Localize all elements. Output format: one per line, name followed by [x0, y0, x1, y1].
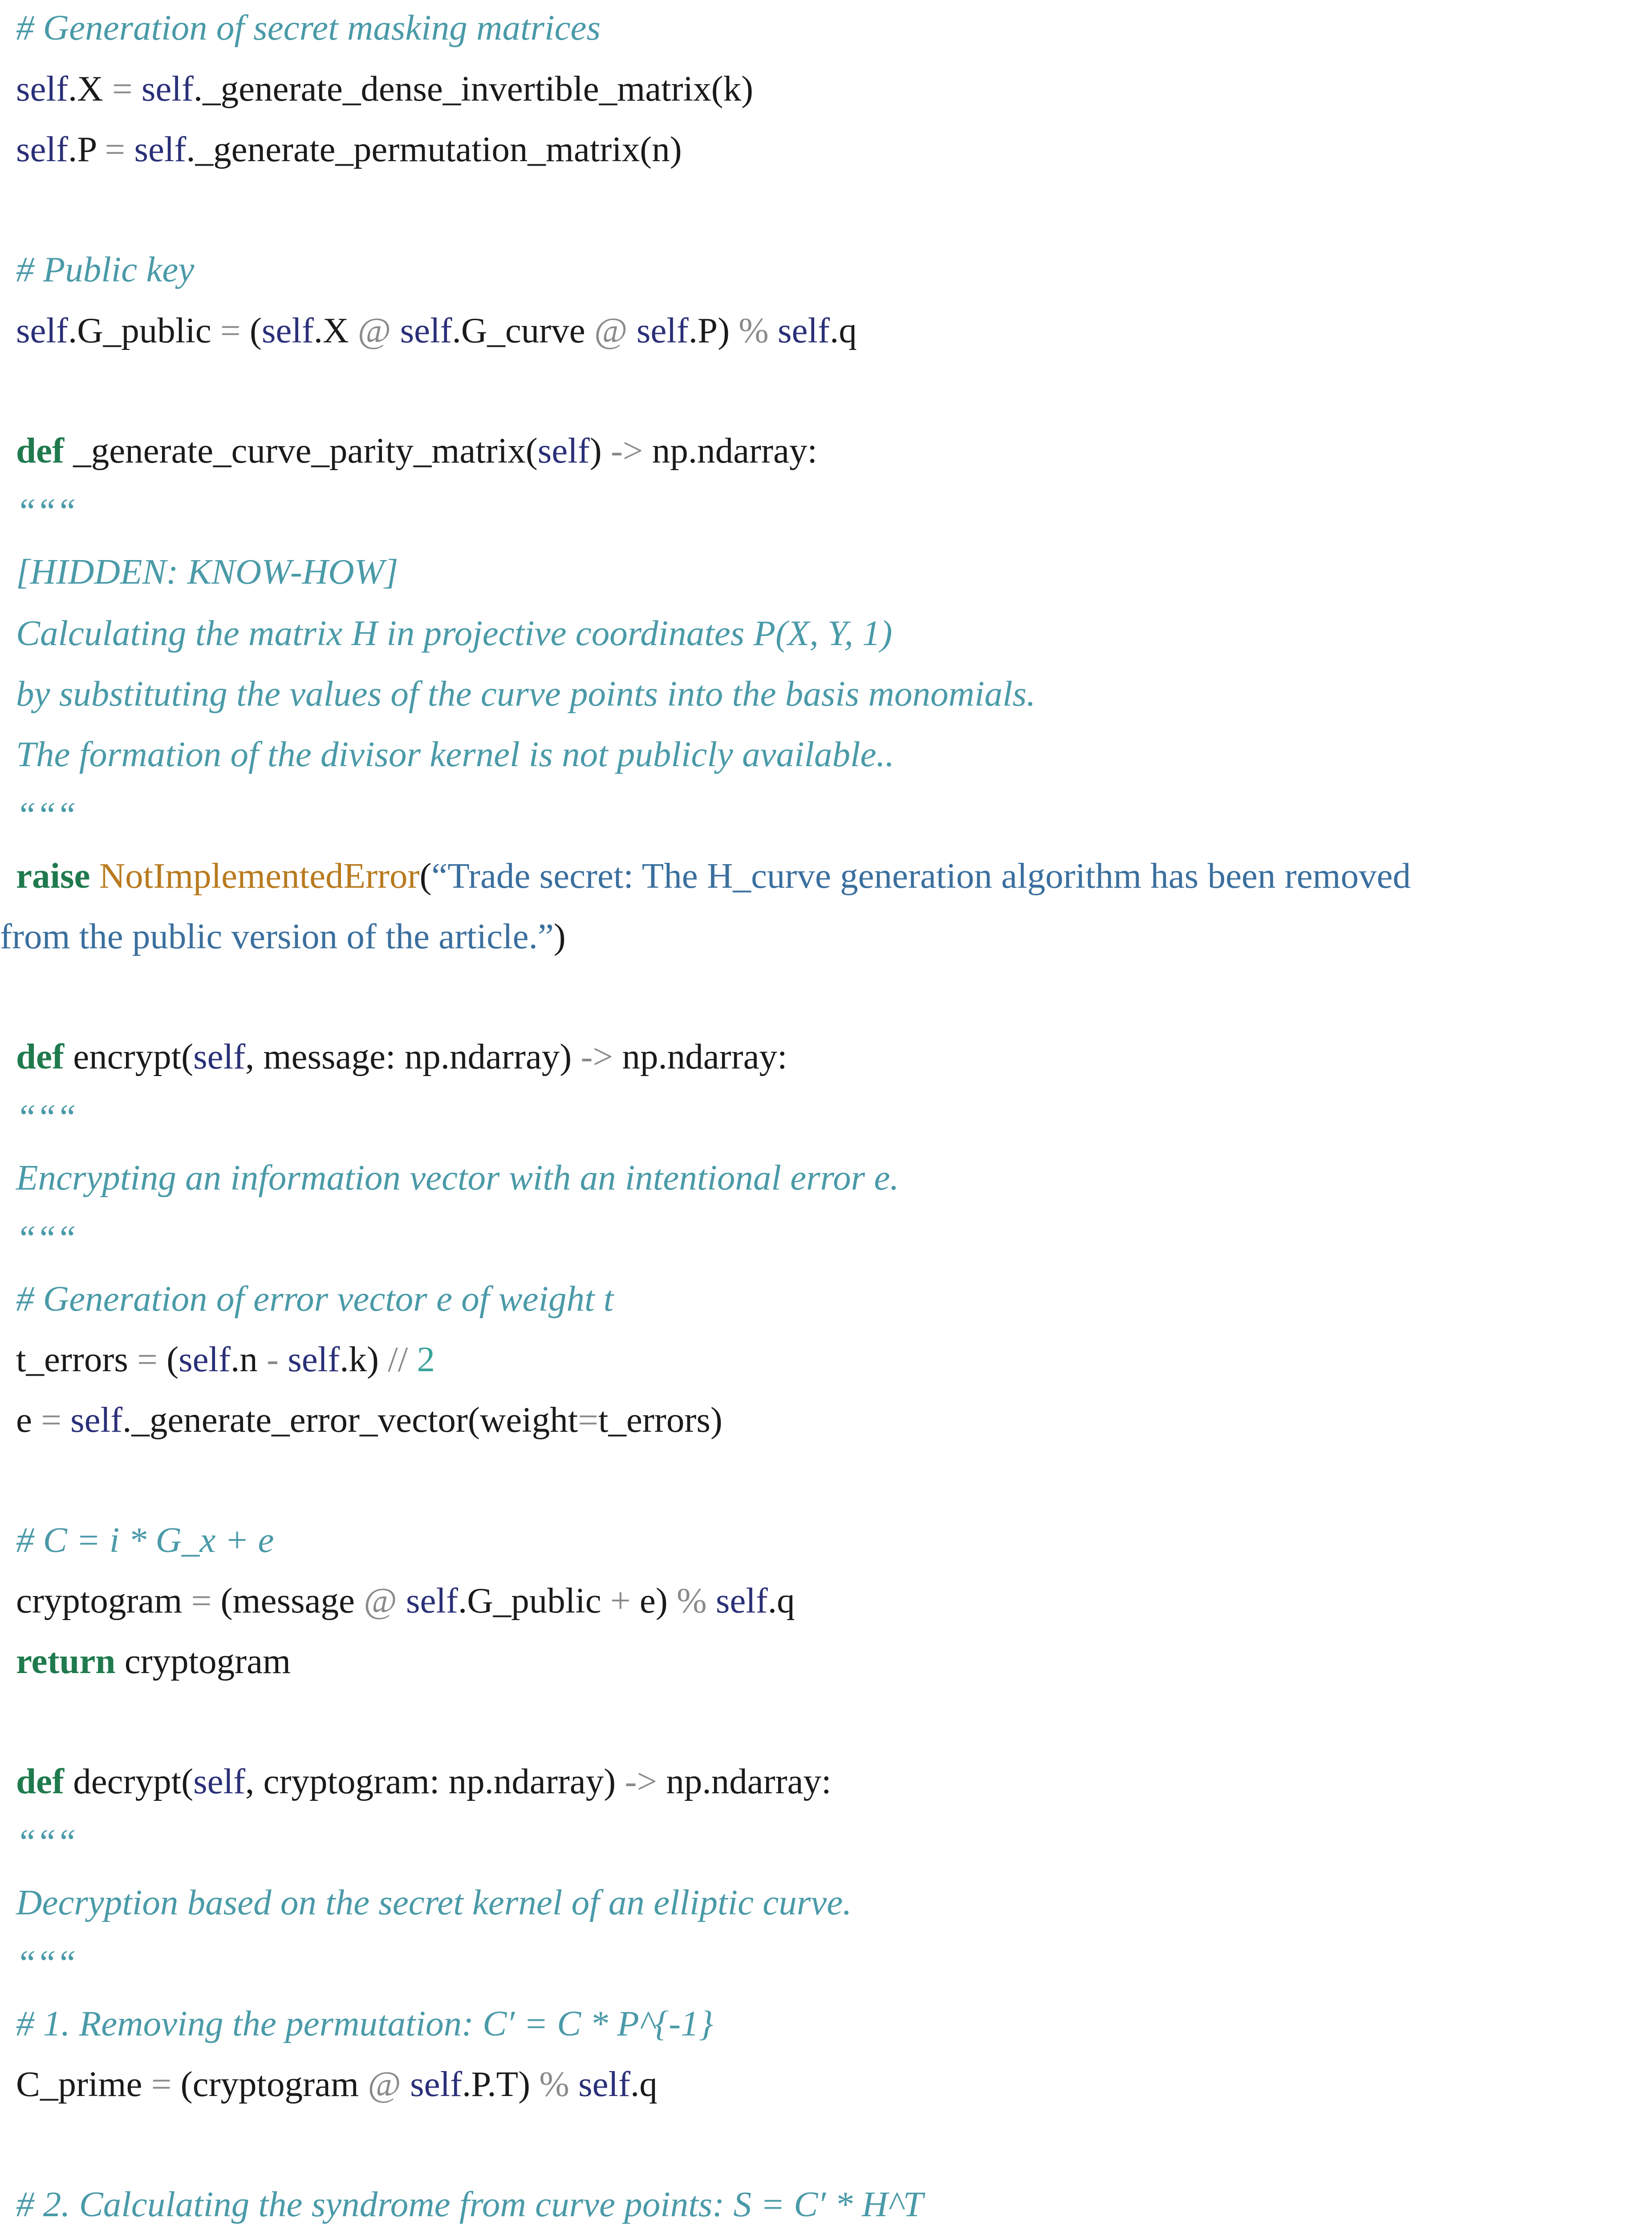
code-token: (: [419, 856, 432, 896]
code-token: # 2. Calculating the syndrome from curve points: S = C′ * H^T: [16, 2184, 923, 2224]
code-token: [61, 1400, 70, 1440]
code-token: %: [739, 310, 769, 350]
code-token: “““: [16, 1943, 77, 1983]
code-line: [16, 732, 894, 776]
code-token: =: [41, 1400, 61, 1440]
code-token: .P): [688, 310, 739, 350]
code-token: from the public version of the article.”: [0, 916, 554, 956]
code-token: [133, 69, 142, 109]
code-token: =: [137, 1339, 158, 1379]
code-token: .q: [829, 310, 857, 350]
code-token: =: [105, 129, 126, 169]
code-token: The formation of the divisor kernel is not publicly available..: [16, 734, 894, 774]
code-token: NotImplementedError: [99, 856, 420, 896]
code-token: [397, 1580, 406, 1621]
code-token: .G_public: [458, 1580, 610, 1621]
code-token: _generate_curve_parity_matrix(: [64, 431, 538, 471]
code-token: self: [141, 69, 194, 109]
code-token: ): [553, 916, 566, 956]
code-token: .k): [340, 1339, 388, 1379]
code-line: [16, 1216, 76, 1260]
code-line: [16, 1941, 76, 1985]
code-token: =: [191, 1580, 212, 1621]
code-token: self: [134, 129, 187, 169]
code-token: @: [368, 2064, 401, 2104]
code-token: # Public key: [16, 249, 195, 289]
code-token: decrypt(: [64, 1761, 194, 1801]
code-token: self: [636, 310, 689, 350]
code-token: self: [406, 1580, 458, 1621]
code-line: [16, 1518, 274, 1562]
code-token: .q: [767, 1580, 795, 1621]
code-line: [16, 792, 76, 837]
code-line: [16, 1276, 613, 1321]
code-token: Decryption based on the secret kernel of an elliptic curve.: [16, 1882, 852, 1922]
code-token: ): [589, 431, 611, 471]
code-token: =: [151, 2064, 172, 2104]
code-token: cryptogram: [16, 1580, 191, 1621]
code-token: “““: [16, 1218, 77, 1258]
code-token: .G_public: [68, 310, 220, 350]
code-token: t_errors): [598, 1400, 722, 1440]
code-token: .G_curve: [452, 310, 594, 350]
code-token: np.ndarray:: [643, 431, 817, 471]
code-token: t_errors: [16, 1339, 138, 1379]
code-token: Calculating the matrix H in projective coordinates P(X, Y, 1): [16, 613, 893, 653]
code-token: self: [288, 1339, 340, 1379]
code-token: (: [157, 1339, 179, 1379]
code-token: self: [70, 1400, 123, 1440]
code-line: [16, 489, 76, 533]
code-token: =: [578, 1400, 598, 1440]
code-token: np.ndarray:: [657, 1761, 832, 1801]
code-line: [16, 1578, 795, 1623]
code-token: # 1. Removing the permutation: C′ = C * P^{-1}: [16, 2003, 714, 2043]
code-token: .P: [68, 129, 105, 169]
code-token: .X: [68, 69, 112, 109]
code-token: “““: [16, 491, 77, 531]
code-line: [16, 5, 601, 50]
code-token: self: [179, 1339, 231, 1379]
code-token: cryptogram: [115, 1641, 291, 1681]
code-token: “““: [16, 1822, 77, 1862]
code-token: self: [16, 310, 68, 350]
code-line: [16, 247, 194, 292]
code-token: Encrypting an information vector with an intentional error e.: [16, 1158, 899, 1198]
code-token: , message: np.ndarray): [245, 1036, 581, 1076]
code-token: ._generate_permutation_matrix(n): [186, 129, 682, 169]
code-token: self: [578, 2064, 631, 2104]
code-token: def: [16, 1036, 64, 1076]
code-token: encrypt(: [64, 1036, 194, 1076]
code-token: “““: [16, 795, 77, 835]
code-token: ->: [625, 1761, 658, 1801]
code-line: [16, 66, 753, 111]
code-token: (: [240, 310, 262, 350]
code-token: [569, 2064, 578, 2104]
code-token: raise: [16, 856, 90, 896]
code-line: [16, 549, 398, 594]
code-token: self: [778, 310, 830, 350]
code-token: [125, 129, 134, 169]
code-token: (message: [211, 1580, 364, 1621]
code-token: [90, 856, 99, 896]
code-token: (cryptogram: [171, 2064, 368, 2104]
code-line: [16, 2182, 923, 2226]
code-token: =: [220, 310, 241, 350]
code-line: [16, 1397, 722, 1442]
code-token: ->: [580, 1036, 613, 1076]
code-token: [628, 310, 637, 350]
code-line: [16, 1759, 832, 1804]
code-token: by substituting the values of the curve points into the basis monomials.: [16, 674, 1036, 714]
code-token: @: [594, 310, 628, 350]
code-token: ._generate_error_vector(weight: [122, 1400, 578, 1440]
code-token: -: [267, 1339, 279, 1379]
code-line: [16, 1155, 899, 1200]
code-token: [401, 2064, 410, 2104]
code-token: .n: [231, 1339, 267, 1379]
code-line: [16, 671, 1035, 716]
code-token: .X: [313, 310, 358, 350]
code-token: self: [410, 2064, 463, 2104]
code-token: .q: [630, 2064, 658, 2104]
code-line: [16, 1880, 852, 1925]
code-token: self: [537, 431, 590, 471]
code-token: self: [261, 310, 314, 350]
code-token: @: [357, 310, 391, 350]
code-line: [16, 1639, 291, 1683]
code-token: =: [112, 69, 133, 109]
code-token: [391, 310, 400, 350]
code-token: +: [610, 1580, 631, 1621]
code-token: [HIDDEN: KNOW-HOW]: [16, 552, 398, 592]
code-token: # C = i * G_x + e: [16, 1520, 274, 1560]
code-token: self: [193, 1036, 246, 1076]
code-token: @: [364, 1580, 397, 1621]
code-token: ._generate_dense_invertible_matrix(k): [193, 69, 754, 109]
code-token: return: [16, 1641, 116, 1681]
code-token: def: [16, 431, 64, 471]
code-line: [16, 1820, 76, 1864]
code-token: e: [16, 1400, 41, 1440]
code-token: %: [677, 1580, 707, 1621]
code-line: [16, 611, 892, 655]
code-line: [16, 308, 857, 353]
code-token: , cryptogram: np.ndarray): [245, 1761, 625, 1801]
code-token: def: [16, 1761, 64, 1801]
code-line: [16, 2001, 713, 2046]
code-line: [0, 914, 566, 959]
code-token: self: [16, 129, 68, 169]
code-token: [408, 1339, 417, 1379]
code-token: “Trade secret: The H_curve generation algorithm has been removed: [431, 856, 1411, 896]
code-token: # Generation of error vector e of weight t: [16, 1279, 614, 1319]
code-token: //: [388, 1339, 408, 1379]
code-token: 2: [417, 1339, 435, 1379]
code-line: [16, 127, 682, 171]
code-token: ->: [610, 431, 643, 471]
code-token: .P.T): [462, 2064, 540, 2104]
code-line: [16, 853, 1411, 898]
code-token: [707, 1580, 716, 1621]
code-token: self: [400, 310, 452, 350]
code-line: [16, 2062, 658, 2106]
code-line: [16, 1337, 435, 1381]
code-token: [769, 310, 778, 350]
code-line: [16, 1034, 787, 1079]
code-token: [279, 1339, 288, 1379]
code-line: [16, 1095, 76, 1139]
code-token: “““: [16, 1097, 77, 1137]
code-token: np.ndarray:: [613, 1036, 787, 1076]
code-token: self: [16, 69, 68, 109]
code-token: self: [193, 1761, 246, 1801]
code-token: e): [630, 1580, 677, 1621]
code-token: %: [539, 2064, 569, 2104]
code-line: [16, 428, 817, 473]
code-token: C_prime: [16, 2064, 151, 2104]
code-token: # Generation of secret masking matrices: [16, 8, 601, 48]
code-token: self: [715, 1580, 768, 1621]
